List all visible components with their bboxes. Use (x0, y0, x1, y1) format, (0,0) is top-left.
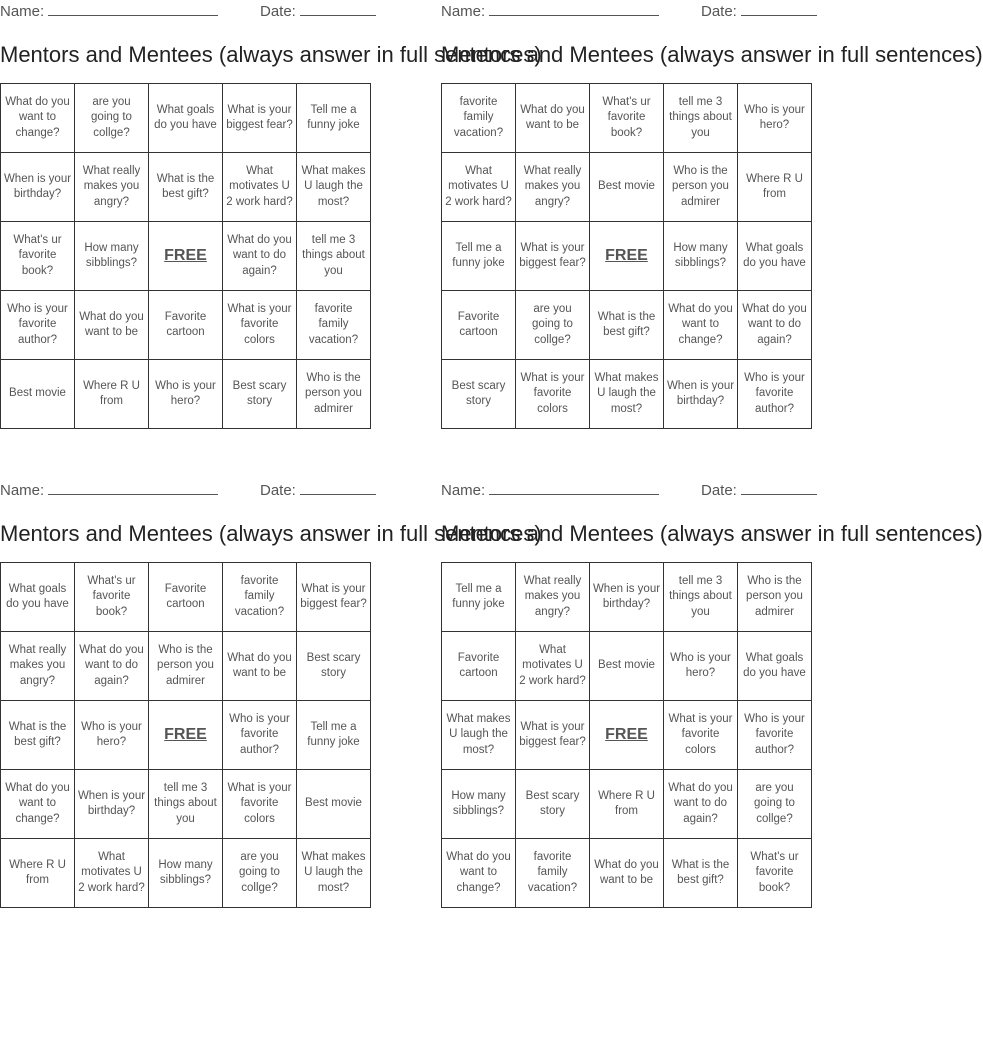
grid-row (1, 84, 371, 153)
bingo-cell[interactable]: are you going to collge? (738, 770, 812, 839)
bingo-cell[interactable]: What do you want to do again? (75, 632, 149, 701)
bingo-cell[interactable]: What's ur favorite book? (738, 839, 812, 908)
bingo-cell[interactable]: Best scary story (223, 360, 297, 429)
grid-row (442, 222, 812, 291)
bingo-cell[interactable]: What goals do you have (149, 84, 223, 153)
bingo-cell[interactable]: Who is your favorite author? (738, 701, 812, 770)
bingo-cell[interactable]: Best movie (590, 153, 664, 222)
grid-row (1, 291, 371, 360)
free-space-cell[interactable]: FREE (590, 222, 664, 291)
bingo-cell[interactable]: What really makes you angry? (75, 153, 149, 222)
bingo-cell[interactable]: What motivates U 2 work hard? (442, 153, 516, 222)
grid-row (1, 222, 371, 291)
bingo-cell[interactable]: When is your birthday? (590, 563, 664, 632)
bingo-cell[interactable]: favorite family vacation? (442, 84, 516, 153)
grid-row (1, 839, 371, 908)
bingo-card-2 (441, 0, 983, 415)
bingo-cell[interactable]: Who is your favorite author? (1, 291, 75, 360)
bingo-cell[interactable]: What do you want to change? (442, 839, 516, 908)
bingo-cell[interactable]: What is the best gift? (664, 839, 738, 908)
bingo-cell[interactable]: When is your birthday? (75, 770, 149, 839)
grid-row (1, 563, 371, 632)
card-title: Mentors and Mentees (always answer in full sentences) (0, 42, 542, 67)
bingo-cell[interactable]: are you going to collge? (223, 839, 297, 908)
bingo-cell[interactable]: Where R U from (1, 839, 75, 908)
bingo-cell[interactable]: What is your favorite colors (223, 291, 297, 360)
card-title: Mentors and Mentees (always answer in full sentences) (441, 42, 983, 67)
bingo-cell[interactable]: Favorite cartoon (442, 291, 516, 360)
bingo-cell[interactable]: What goals do you have (1, 563, 75, 632)
date-field-label: Date: (260, 481, 376, 499)
bingo-cell[interactable]: How many sibblings? (442, 770, 516, 839)
bingo-cell[interactable]: Where R U from (75, 360, 149, 429)
grid-row (1, 360, 371, 429)
bingo-cell[interactable]: What do you want to change? (1, 84, 75, 153)
bingo-cell[interactable]: What is your favorite colors (664, 701, 738, 770)
bingo-cell[interactable]: Best scary story (442, 360, 516, 429)
bingo-cell[interactable]: What makes U laugh the most? (297, 153, 371, 222)
name-blank-line[interactable] (489, 2, 659, 16)
bingo-cell[interactable]: What do you want to change? (664, 291, 738, 360)
bingo-cell[interactable]: Where R U from (590, 770, 664, 839)
name-blank-line[interactable] (48, 481, 218, 495)
bingo-cell[interactable]: Favorite cartoon (442, 632, 516, 701)
bingo-cell[interactable]: What goals do you have (738, 632, 812, 701)
bingo-cell[interactable]: Tell me a funny joke (297, 701, 371, 770)
bingo-cell[interactable]: What is your biggest fear? (223, 84, 297, 153)
bingo-cell[interactable]: What do you want to do again? (664, 770, 738, 839)
bingo-cell[interactable]: Best movie (590, 632, 664, 701)
bingo-cell[interactable]: What is your biggest fear? (297, 563, 371, 632)
grid-row (1, 701, 371, 770)
bingo-cell[interactable]: What motivates U 2 work hard? (75, 839, 149, 908)
date-field-label: Date: (701, 2, 817, 20)
bingo-cell[interactable]: What do you want to change? (1, 770, 75, 839)
bingo-cell[interactable]: Who is your hero? (75, 701, 149, 770)
bingo-cell[interactable]: Who is your hero? (738, 84, 812, 153)
bingo-grid (441, 83, 812, 429)
bingo-grid (0, 562, 371, 908)
bingo-cell[interactable]: What is the best gift? (1, 701, 75, 770)
grid-row (1, 770, 371, 839)
bingo-cell[interactable]: What goals do you have (738, 222, 812, 291)
bingo-cell[interactable]: favorite family vacation? (223, 563, 297, 632)
bingo-cell[interactable]: What motivates U 2 work hard? (516, 632, 590, 701)
grid-row (442, 84, 812, 153)
bingo-cell[interactable]: Who is your favorite author? (223, 701, 297, 770)
bingo-cell[interactable]: What really makes you angry? (1, 632, 75, 701)
bingo-cell[interactable]: Best scary story (516, 770, 590, 839)
bingo-cell[interactable]: What is your biggest fear? (516, 222, 590, 291)
bingo-cell[interactable]: Who is your hero? (149, 360, 223, 429)
free-space-cell[interactable]: FREE (149, 222, 223, 291)
bingo-cell[interactable]: favorite family vacation? (297, 291, 371, 360)
free-space-cell[interactable]: FREE (149, 701, 223, 770)
grid-row (442, 770, 812, 839)
date-blank-line[interactable] (741, 2, 817, 16)
bingo-cell[interactable]: Who is your hero? (664, 632, 738, 701)
card-header (0, 479, 375, 501)
date-blank-line[interactable] (741, 481, 817, 495)
name-field-label: Name: (441, 481, 659, 499)
bingo-cell[interactable]: favorite family vacation? (516, 839, 590, 908)
bingo-cell[interactable]: Tell me a funny joke (297, 84, 371, 153)
date-blank-line[interactable] (300, 481, 376, 495)
free-space-cell[interactable]: FREE (590, 701, 664, 770)
bingo-cell[interactable]: Best scary story (297, 632, 371, 701)
bingo-cell[interactable]: What makes U laugh the most? (590, 360, 664, 429)
bingo-cell[interactable]: How many sibblings? (149, 839, 223, 908)
bingo-grid (0, 83, 371, 429)
bingo-cell[interactable]: Where R U from (738, 153, 812, 222)
bingo-cell[interactable]: When is your birthday? (664, 360, 738, 429)
bingo-cell[interactable]: Favorite cartoon (149, 563, 223, 632)
grid-row (442, 563, 812, 632)
bingo-card-1 (0, 0, 542, 415)
bingo-cell[interactable]: How many sibblings? (664, 222, 738, 291)
bingo-cell[interactable]: What do you want to be (75, 291, 149, 360)
bingo-cell[interactable]: What really makes you angry? (516, 563, 590, 632)
bingo-cell[interactable]: tell me 3 things about you (297, 222, 371, 291)
name-blank-line[interactable] (48, 2, 218, 16)
date-field-label: Date: (260, 2, 376, 20)
name-field-label: Name: (441, 2, 659, 20)
grid-row (442, 701, 812, 770)
bingo-cell[interactable]: What do you want to do again? (223, 222, 297, 291)
card-header (441, 0, 816, 22)
date-blank-line[interactable] (300, 2, 376, 16)
bingo-cell[interactable]: Who is the person you admirer (149, 632, 223, 701)
bingo-cell[interactable]: How many sibblings? (75, 222, 149, 291)
bingo-cell[interactable]: Who is the person you admirer (664, 153, 738, 222)
name-blank-line[interactable] (489, 481, 659, 495)
bingo-cell[interactable]: What makes U laugh the most? (442, 701, 516, 770)
grid-row (1, 153, 371, 222)
bingo-cell[interactable]: What is your biggest fear? (516, 701, 590, 770)
grid-row (442, 839, 812, 908)
name-field-label: Name: (0, 481, 218, 499)
bingo-cell[interactable]: What's ur favorite book? (75, 563, 149, 632)
grid-row (442, 632, 812, 701)
bingo-cell[interactable]: Who is the person you admirer (297, 360, 371, 429)
card-header (441, 479, 816, 501)
bingo-cell[interactable]: What do you want to do again? (738, 291, 812, 360)
bingo-cell[interactable]: What do you want to be (516, 84, 590, 153)
bingo-cell[interactable]: What is your favorite colors (223, 770, 297, 839)
grid-row (1, 632, 371, 701)
bingo-cell[interactable]: Who is your favorite author? (738, 360, 812, 429)
bingo-cell[interactable]: Best movie (1, 360, 75, 429)
card-title: Mentors and Mentees (always answer in full sentences) (441, 521, 983, 546)
bingo-cell[interactable]: Who is the person you admirer (738, 563, 812, 632)
bingo-cell[interactable]: Tell me a funny joke (442, 563, 516, 632)
bingo-cell[interactable]: What do you want to be (590, 839, 664, 908)
name-field-label: Name: (0, 2, 218, 20)
bingo-cell[interactable]: When is your birthday? (1, 153, 75, 222)
card-header (0, 0, 375, 22)
bingo-cell[interactable]: are you going to collge? (75, 84, 149, 153)
bingo-cell[interactable]: What do you want to be (223, 632, 297, 701)
bingo-cell[interactable]: What motivates U 2 work hard? (223, 153, 297, 222)
bingo-cell[interactable]: Favorite cartoon (149, 291, 223, 360)
bingo-cell[interactable]: tell me 3 things about you (664, 563, 738, 632)
bingo-card-4 (441, 479, 983, 894)
bingo-cell[interactable]: What makes U laugh the most? (297, 839, 371, 908)
grid-row (442, 291, 812, 360)
card-title: Mentors and Mentees (always answer in full sentences) (0, 521, 542, 546)
grid-row (442, 153, 812, 222)
bingo-cell[interactable]: Tell me a funny joke (442, 222, 516, 291)
date-field-label: Date: (701, 481, 817, 499)
bingo-cell[interactable]: What's ur favorite book? (590, 84, 664, 153)
bingo-card-3 (0, 479, 542, 894)
bingo-cell[interactable]: What is your favorite colors (516, 360, 590, 429)
bingo-cell[interactable]: are you going to collge? (516, 291, 590, 360)
bingo-cell[interactable]: What is the best gift? (149, 153, 223, 222)
bingo-cell[interactable]: What really makes you angry? (516, 153, 590, 222)
bingo-cell[interactable]: What is the best gift? (590, 291, 664, 360)
bingo-cell[interactable]: Best movie (297, 770, 371, 839)
bingo-grid (441, 562, 812, 908)
bingo-cell[interactable]: What's ur favorite book? (1, 222, 75, 291)
grid-row (442, 360, 812, 429)
bingo-cell[interactable]: tell me 3 things about you (664, 84, 738, 153)
bingo-cell[interactable]: tell me 3 things about you (149, 770, 223, 839)
